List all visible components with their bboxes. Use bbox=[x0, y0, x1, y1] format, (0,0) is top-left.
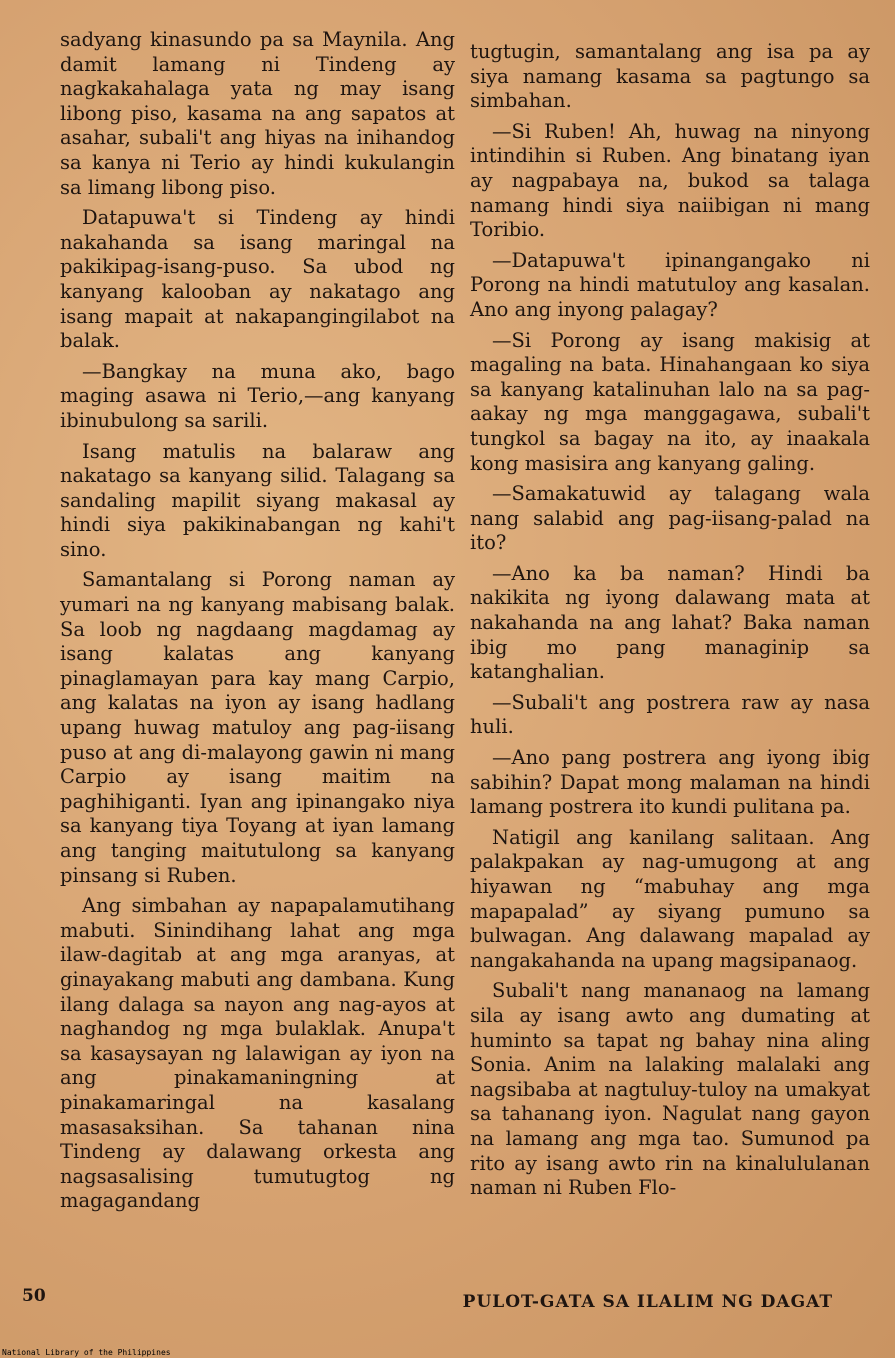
paragraph: —Bangkay na muna ako, bago maging asawa ni Terio,—ang kanyang ibinubulong sa sarili. bbox=[60, 359, 455, 432]
paragraph: —Ano ka ba naman? Hindi ba nakikita ng iyong dalawang mata at nakahanda na ang lahat? Baka naman ibig mo pang managinip sa katanghalian. bbox=[470, 561, 870, 684]
paragraph: —Subali't ang postrera raw ay nasa huli. bbox=[470, 690, 870, 739]
right-column bbox=[470, 40, 870, 1207]
paragraph: Isang matulis na balaraw ang nakatago sa kanyang silid. Talagang sa sandaling mapilit siyang makasal ay hindi siya pakikinabangan ng kahi't sino. bbox=[60, 439, 455, 561]
left-column bbox=[60, 28, 455, 1220]
paragraph: Natigil ang kanilang salitaan. Ang palakpakan ay nag-umugong at ang hiyawan ng “mabuhay ang mga mapapalad” ay siyang pumuno sa bulwagan. Ang dalawang mapalad ay nangakahanda na upang magsipanaog. bbox=[470, 825, 870, 972]
paragraph: sadyang kinasundo pa sa Maynila. Ang damit lamang ni Tindeng ay nagkakahalaga yata ng may isang libong piso, kasama na ang sapatos at asahar, subali't ang hiyas na inihandog sa kanya ni Terio ay hindi kukulangin sa limang libong piso. bbox=[60, 28, 455, 199]
paragraph: —Samakatuwid ay talagang wala nang salabid ang pag-iisang-palad na ito? bbox=[470, 482, 870, 555]
paragraph: —Si Ruben! Ah, huwag na ninyong intindihin si Ruben. Ang binatang iyan ay nagpabaya na, bukod sa talaga namang hindi siya naiibigan ni mang Toribio. bbox=[470, 119, 870, 242]
paragraph: Subali't nang mananaog na lamang sila ay isang awto ang dumating at huminto sa tapat ng bahay nina aling Sonia. Anim na lalaking malalaki ang nagsibaba at nagtuluy-tuloy na umakyat sa tahanang iyon. Nagulat nang gayon na lamang ang mga tao. Sumunod pa rito ay isang awto rin na kinalululanan naman ni Ruben Flo- bbox=[470, 979, 870, 1200]
running-title: PULOT-GATA SA ILALIM NG DAGAT bbox=[462, 1292, 833, 1312]
paragraph: —Si Porong ay isang makisig at magaling na bata. Hinahangaan ko siya sa kanyang katalinuhan lalo na sa pag-aakay ng mga manggagawa, subali't tungkol sa bagay na ito, ay inaakala kong masisira ang kanyang galing. bbox=[470, 328, 870, 475]
paragraph: Datapuwa't si Tindeng ay hindi nakahanda sa isang maringal na pakikipag-isang-puso. Sa ubod ng kanyang kalooban ay nakatago ang isang mapait at nakapangingilabot na balak. bbox=[60, 206, 455, 353]
library-credit: National Library of the Philippines bbox=[2, 1348, 171, 1357]
paragraph: Ang simbahan ay napapalamutihang mabuti. Sinindihang lahat ang mga ilaw-dagitab at ang mga aranyas, at ginayakang mabuti ang dambana. Kung ilang dalaga sa nayon ang nag-ayos at naghandog ng mga bulaklak. Anupa't sa kasaysayan ng lalawigan ay iyon na ang pinakamaningning at pinakamaringal na kasalang masasaksihan. Sa tahanan nina Tindeng ay dalawang orkesta ang nagsasalising tumutugtog ng magagandang bbox=[60, 894, 455, 1213]
page-footer bbox=[0, 1286, 895, 1326]
paragraph: —Datapuwa't ipinangangako ni Porong na hindi matutuloy ang kasalan. Ano ang inyong palagay? bbox=[470, 248, 870, 321]
paragraph: —Ano pang postrera ang iyong ibig sabihin? Dapat mong malaman na hindi lamang postrera ito kundi pulitana pa. bbox=[470, 746, 870, 819]
paragraph: tugtugin, samantalang ang isa pa ay siya namang kasama sa pagtungo sa simbahan. bbox=[470, 40, 870, 113]
paragraph: Samantalang si Porong naman ay yumari na ng kanyang mabisang balak. Sa loob ng nagdaang magdamag ay isang kalatas ang kanyang pinaglamayan para kay mang Carpio, ang kalatas na iyon ay isang hadlang upang huwag matuloy ang pag-iisang puso at ang di-malayong gawin ni mang Carpio ay isang maitim na paghihiganti. Iyan ang ipinangako niya sa kanyang tiya Toyang at iyan lamang ang tanging maitutulong sa kanyang pinsang si Ruben. bbox=[60, 568, 455, 887]
page-number: 50 bbox=[22, 1286, 46, 1306]
